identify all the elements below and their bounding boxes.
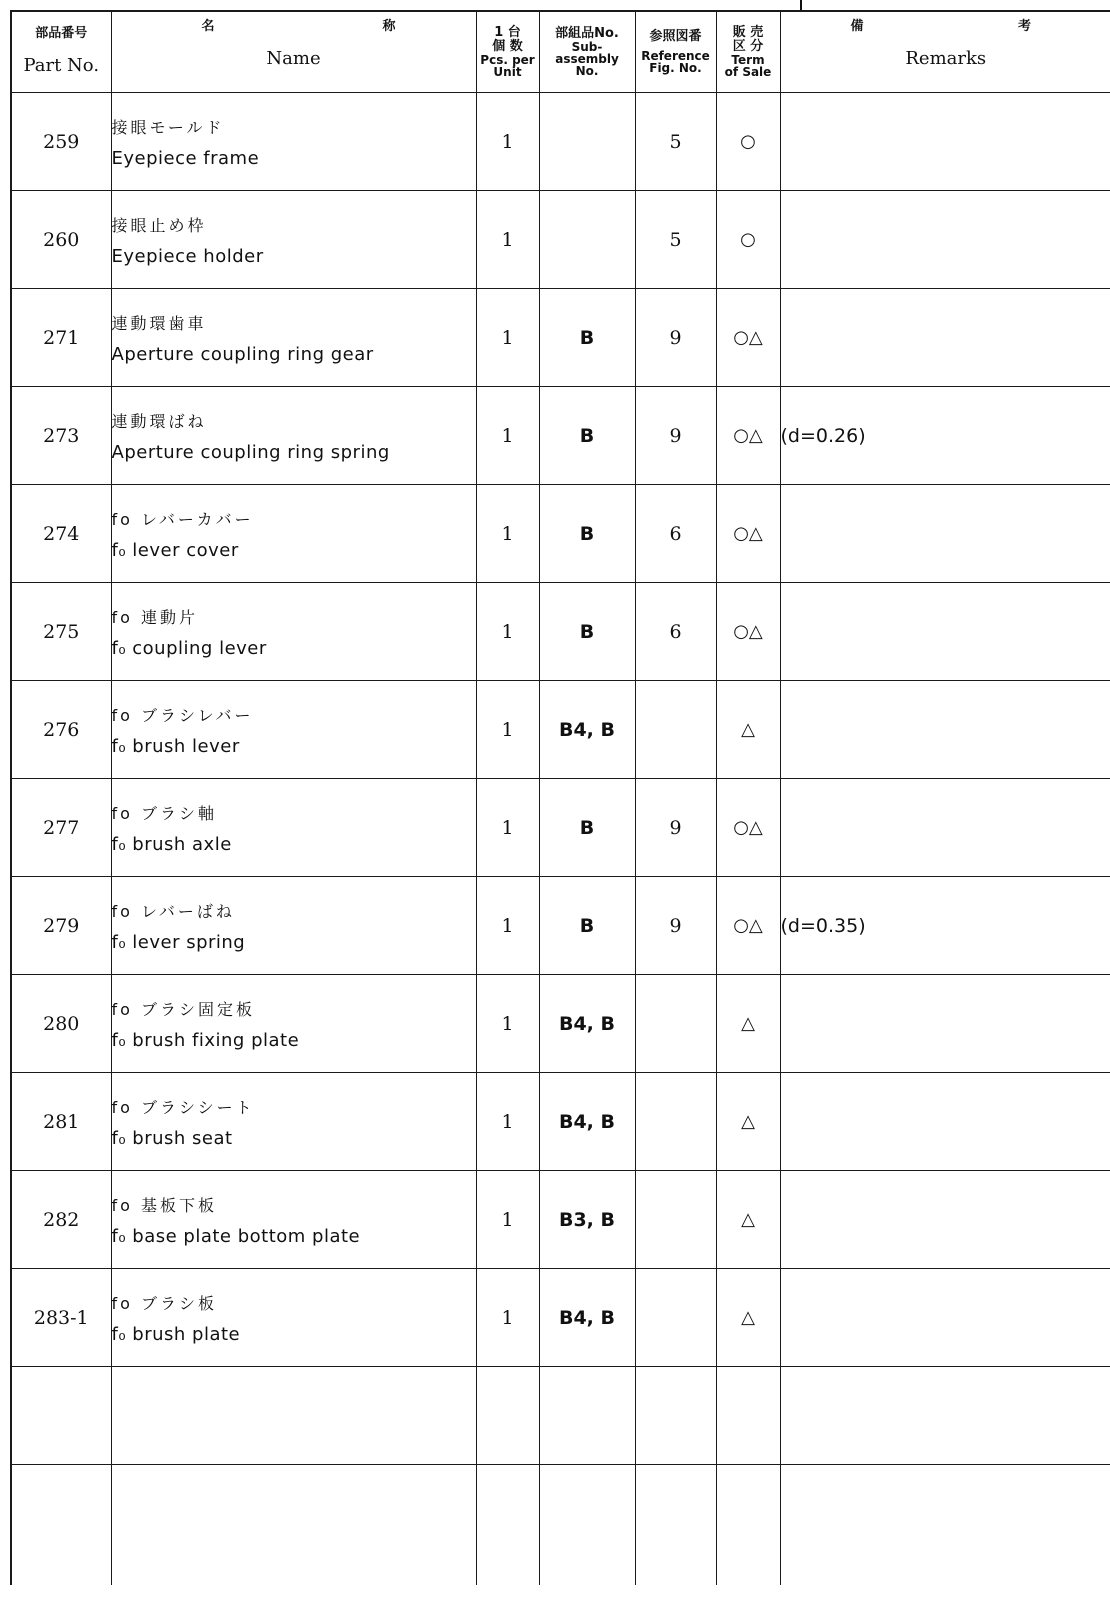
sub-assembly-cell: B4, B [539, 975, 635, 1073]
reference-fig-cell: 9 [635, 779, 716, 877]
reference-fig-cell: 6 [635, 485, 716, 583]
term-of-sale-cell: ○△ [716, 583, 780, 681]
part-name-ja: 連動環ばね [111, 411, 207, 431]
remarks-cell [780, 779, 1110, 877]
header-ref-ja: 参照図番 [649, 29, 702, 44]
header-pcs-en-1: Pcs. per [480, 53, 535, 67]
sub-assembly-cell: B3, B [539, 1171, 635, 1269]
reference-fig-cell: 5 [635, 191, 716, 289]
pcs-per-unit-cell: 1 [476, 485, 539, 583]
empty-cell [539, 1465, 635, 1586]
empty-cell [635, 1465, 716, 1586]
part-name-ja: 接眼止め枠 [111, 215, 207, 235]
part-name-ja: 接眼モールド [111, 117, 225, 137]
header-term-of-sale [716, 11, 780, 93]
part-name-en: f₀ lever spring [111, 931, 246, 953]
part-number-cell: 280 [11, 975, 111, 1073]
table-row [11, 387, 1110, 485]
part-name-cell [111, 191, 476, 289]
term-of-sale-cell: △ [716, 1269, 780, 1367]
remarks-cell [780, 93, 1110, 191]
empty-cell [11, 1367, 111, 1465]
table-row [11, 1171, 1110, 1269]
header-remarks [780, 11, 1110, 93]
part-name-en: Eyepiece frame [111, 147, 260, 169]
reference-fig-cell [635, 975, 716, 1073]
header-term-ja-2: 区 分 [732, 39, 764, 54]
sub-assembly-cell [539, 191, 635, 289]
header-sub-ja: 部組品No. [555, 26, 619, 41]
empty-cell [716, 1367, 780, 1465]
part-name-en: f₀ brush fixing plate [111, 1029, 300, 1051]
remarks-cell [780, 975, 1110, 1073]
table-row [11, 975, 1110, 1073]
term-of-sale-cell: ○△ [716, 289, 780, 387]
part-name-cell [111, 1073, 476, 1171]
part-name-en: Aperture coupling ring spring [111, 441, 390, 463]
part-name-en: f₀ brush seat [111, 1127, 233, 1149]
header-name-ja [112, 15, 476, 34]
header-name-ja-right: 称 [382, 18, 396, 34]
part-number-cell: 274 [11, 485, 111, 583]
part-number-cell: 259 [11, 93, 111, 191]
header-pcs-ja-1: 1 台 [494, 25, 521, 40]
remarks-cell [780, 1171, 1110, 1269]
term-of-sale-cell: △ [716, 1073, 780, 1171]
part-number-cell: 282 [11, 1171, 111, 1269]
reference-fig-cell [635, 1073, 716, 1171]
header-remarks-ja-right: 考 [1017, 18, 1031, 34]
table-row [11, 779, 1110, 877]
sub-assembly-cell: B [539, 779, 635, 877]
pcs-per-unit-cell: 1 [476, 191, 539, 289]
empty-cell [539, 1367, 635, 1465]
empty-table-row [11, 1367, 1110, 1465]
part-name-en: Aperture coupling ring gear [111, 343, 374, 365]
pcs-per-unit-cell: 1 [476, 877, 539, 975]
remarks-cell [780, 289, 1110, 387]
part-name-cell [111, 1269, 476, 1367]
part-name-en: f₀ lever cover [111, 539, 239, 561]
part-name-en: f₀ brush plate [111, 1323, 241, 1345]
header-remarks-ja-left: 備 [850, 18, 864, 34]
pcs-per-unit-cell: 1 [476, 975, 539, 1073]
part-name-ja: fo ブラシ板 [111, 1293, 218, 1313]
reference-fig-cell: 9 [635, 877, 716, 975]
header-term-en-1: Term [731, 53, 765, 67]
table-row [11, 583, 1110, 681]
term-of-sale-cell: △ [716, 681, 780, 779]
pcs-per-unit-cell: 1 [476, 1073, 539, 1171]
part-name-ja: fo ブラシレバー [111, 705, 254, 725]
remarks-cell [780, 583, 1110, 681]
part-number-cell: 273 [11, 387, 111, 485]
parts-list-table [10, 10, 1110, 1585]
empty-cell [716, 1465, 780, 1586]
pcs-per-unit-cell: 1 [476, 779, 539, 877]
part-name-cell [111, 583, 476, 681]
header-reference-fig [635, 11, 716, 93]
table-header [11, 11, 1110, 93]
pcs-per-unit-cell: 1 [476, 93, 539, 191]
part-name-ja: fo ブラシ固定板 [111, 999, 256, 1019]
term-of-sale-cell: ○ [716, 93, 780, 191]
part-number-cell: 277 [11, 779, 111, 877]
part-name-cell [111, 485, 476, 583]
reference-fig-cell [635, 681, 716, 779]
empty-cell [635, 1367, 716, 1465]
table-body [11, 93, 1110, 1586]
part-name-cell [111, 877, 476, 975]
header-term-ja-1: 販 売 [732, 25, 764, 40]
empty-cell [111, 1465, 476, 1586]
part-name-cell [111, 1171, 476, 1269]
remarks-cell [780, 191, 1110, 289]
sub-assembly-cell: B [539, 387, 635, 485]
table-row [11, 1269, 1110, 1367]
part-number-cell: 283-1 [11, 1269, 111, 1367]
part-name-en: f₀ brush lever [111, 735, 240, 757]
reference-fig-cell: 9 [635, 289, 716, 387]
table-row [11, 877, 1110, 975]
part-name-en: f₀ coupling lever [111, 637, 267, 659]
header-name-en: Name [266, 47, 321, 69]
header-pcs-en-2: Unit [493, 65, 522, 79]
remarks-cell: (d=0.26) [780, 387, 1110, 485]
part-name-cell [111, 779, 476, 877]
part-number-cell: 279 [11, 877, 111, 975]
remarks-cell [780, 1269, 1110, 1367]
term-of-sale-cell: △ [716, 1171, 780, 1269]
part-number-cell: 260 [11, 191, 111, 289]
part-name-ja: 連動環歯車 [111, 313, 207, 333]
term-of-sale-cell: △ [716, 975, 780, 1073]
remarks-cell [780, 681, 1110, 779]
header-remarks-ja [781, 15, 1110, 34]
empty-cell [111, 1367, 476, 1465]
part-name-ja: fo 連動片 [111, 607, 199, 627]
part-name-ja: fo レバーばね [111, 901, 235, 921]
header-part-no-en: Part No. [23, 55, 100, 76]
term-of-sale-cell: ○△ [716, 779, 780, 877]
pcs-per-unit-cell: 1 [476, 387, 539, 485]
header-name [111, 11, 476, 93]
part-name-en: Eyepiece holder [111, 245, 264, 267]
part-number-cell: 275 [11, 583, 111, 681]
part-name-ja: fo 基板下板 [111, 1195, 218, 1215]
header-pcs-ja-2: 個 数 [492, 39, 523, 54]
sub-assembly-cell: B [539, 289, 635, 387]
header-term-en-2: of Sale [724, 65, 772, 79]
table-row [11, 681, 1110, 779]
sub-assembly-cell: B [539, 485, 635, 583]
sub-assembly-cell: B [539, 877, 635, 975]
part-name-cell [111, 289, 476, 387]
pcs-per-unit-cell: 1 [476, 289, 539, 387]
empty-cell [476, 1465, 539, 1586]
table-row [11, 93, 1110, 191]
part-name-en: f₀ base plate bottom plate [111, 1225, 361, 1247]
part-name-ja: fo ブラシシート [111, 1097, 255, 1117]
reference-fig-cell [635, 1269, 716, 1367]
reference-fig-cell: 5 [635, 93, 716, 191]
empty-table-row [11, 1465, 1110, 1586]
header-sub-en-3: No. [575, 64, 599, 78]
header-pcs-per-unit [476, 11, 539, 93]
part-number-cell: 281 [11, 1073, 111, 1171]
remarks-cell [780, 485, 1110, 583]
header-remarks-en: Remarks [905, 47, 987, 69]
part-number-cell: 271 [11, 289, 111, 387]
header-name-ja-left: 名 [201, 18, 215, 34]
term-of-sale-cell: ○ [716, 191, 780, 289]
sub-assembly-cell: B [539, 583, 635, 681]
sub-assembly-cell: B4, B [539, 1073, 635, 1171]
sub-assembly-cell: B4, B [539, 681, 635, 779]
reference-fig-cell: 6 [635, 583, 716, 681]
term-of-sale-cell: ○△ [716, 485, 780, 583]
pcs-per-unit-cell: 1 [476, 681, 539, 779]
pcs-per-unit-cell: 1 [476, 1269, 539, 1367]
table-row [11, 1073, 1110, 1171]
part-name-en: f₀ brush axle [111, 833, 232, 855]
part-name-cell [111, 93, 476, 191]
reference-fig-cell: 9 [635, 387, 716, 485]
header-sub-assembly [539, 11, 635, 93]
part-name-ja: fo レバーカバー [111, 509, 254, 529]
part-name-cell [111, 975, 476, 1073]
term-of-sale-cell: ○△ [716, 877, 780, 975]
part-name-cell [111, 681, 476, 779]
empty-cell [476, 1367, 539, 1465]
header-ref-en-1: Reference [641, 49, 710, 63]
pcs-per-unit-cell: 1 [476, 583, 539, 681]
sub-assembly-cell: B4, B [539, 1269, 635, 1367]
header-sub-en-1: Sub- [571, 40, 603, 54]
empty-cell [780, 1465, 1110, 1586]
part-name-cell [111, 387, 476, 485]
remarks-cell [780, 1073, 1110, 1171]
table-row [11, 485, 1110, 583]
empty-cell [780, 1367, 1110, 1465]
pcs-per-unit-cell: 1 [476, 1171, 539, 1269]
part-name-ja: fo ブラシ軸 [111, 803, 218, 823]
reference-fig-cell [635, 1171, 716, 1269]
header-sub-en-2: assembly [555, 52, 619, 66]
table-row [11, 289, 1110, 387]
sub-assembly-cell [539, 93, 635, 191]
header-part-no-ja: 部品番号 [35, 26, 88, 41]
remarks-cell: (d=0.35) [780, 877, 1110, 975]
table-row [11, 191, 1110, 289]
header-ref-en-2: Fig. No. [649, 61, 702, 75]
term-of-sale-cell: ○△ [716, 387, 780, 485]
empty-cell [11, 1465, 111, 1586]
header-part-no [11, 11, 111, 93]
part-number-cell: 276 [11, 681, 111, 779]
